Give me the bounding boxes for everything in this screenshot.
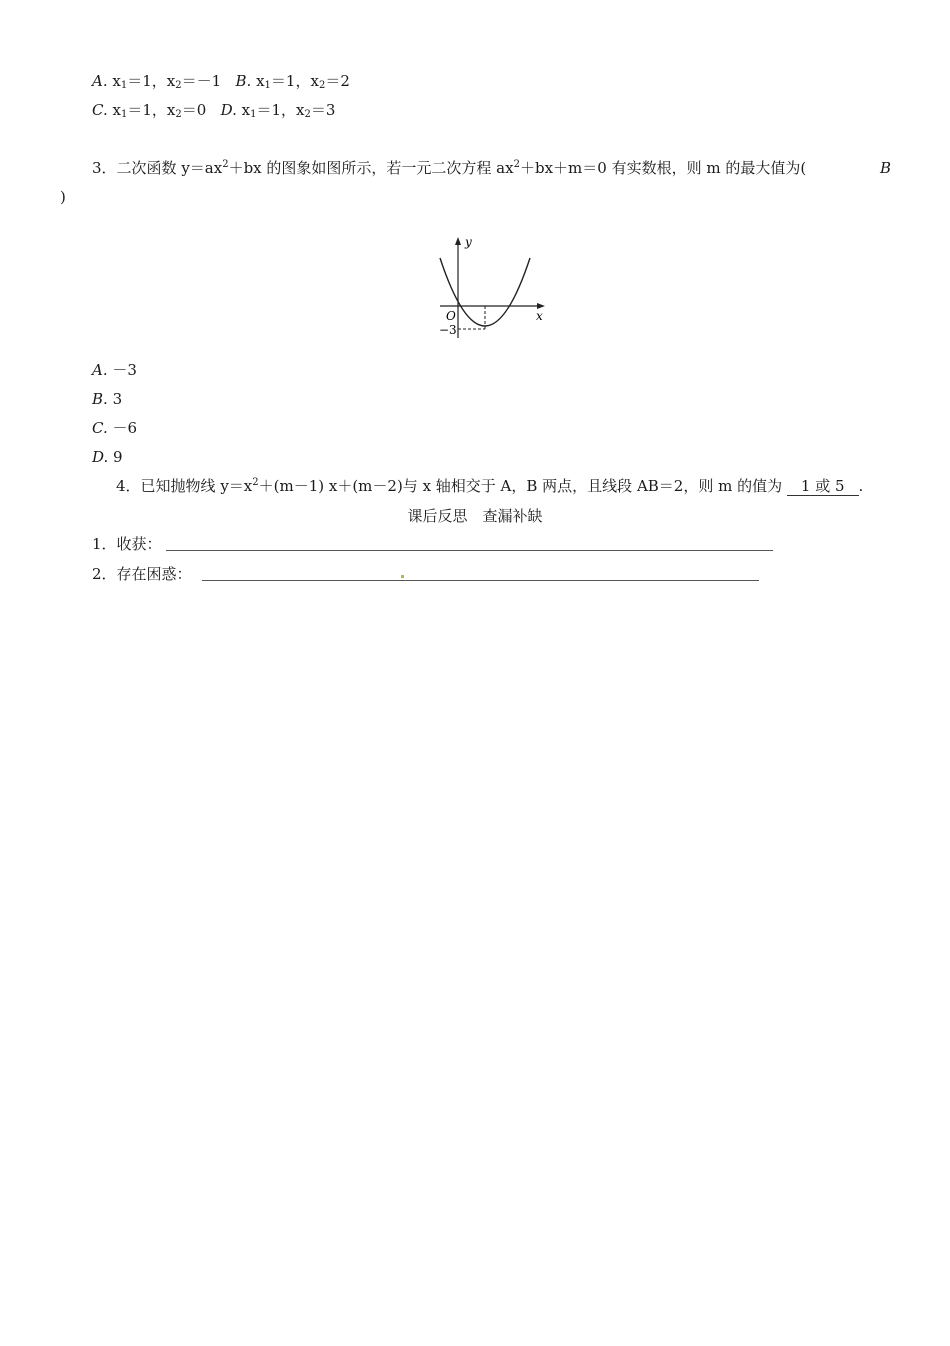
reflection-item-doubts-label: 2．存在困惑： [92, 565, 192, 583]
q3-option-c-value: －6 [112, 419, 138, 437]
q4-answer: 1 或 5 [800, 477, 845, 495]
y-axis-label: y [465, 235, 472, 249]
q2-option-c-x1: 1 [142, 101, 152, 119]
q4-text-part-2: ＋(m－1) x＋(m－2)与 x 轴相交于 A，B 两点，且线段 AB＝2，则 m 的值为 [258, 477, 783, 495]
q3-text-part-3: ＋bx＋m＝0 有实数根，则 m 的最大值为( [519, 159, 807, 177]
q3-parabola-graph [430, 228, 560, 348]
q3-text-part-1: 二次函数 y＝ax [116, 159, 223, 177]
q3-option-d-value: 9 [113, 448, 123, 466]
q3-option-a-value: －3 [112, 361, 137, 379]
q2-option-d-letter: D. [220, 101, 237, 119]
q4-answer-blank [787, 477, 859, 496]
q4-number: 4． [116, 477, 141, 495]
q3-option-a-letter: A. [92, 361, 108, 379]
q2-option-a-x1: 1 [142, 72, 152, 90]
q2-option-c-x2: 0 [196, 101, 207, 119]
y-axis-arrow [455, 237, 461, 245]
q2-options-row-2: C. $x_1=1$，$x_2=0$ D. $x_1=1$，$x_2=3$ [92, 101, 336, 120]
q3-stem: 3．二次函数 $y=ax^2+bx$ 的图象如图所示，若一元二次方程 $ax^2+bx+m=0$ 有实数根，则 m 的最大值为( [92, 159, 807, 177]
q3-option-d-letter: D. [92, 448, 109, 466]
q3-option-c-letter: C. [92, 419, 108, 437]
q2-option-b-x1: 1 [285, 72, 296, 90]
q3-text-part-2: ＋bx 的图象如图所示，若一元二次方程 ax [228, 159, 514, 177]
q3-answer: B [880, 159, 892, 177]
x-axis-label: x [536, 309, 543, 323]
q2-option-a-x2: －1 [196, 72, 222, 90]
q2-option-c-letter: C. [92, 101, 108, 119]
q2-option-d-x2: 3 [325, 101, 336, 119]
reflection-item-gains-label: 1．收获： [92, 535, 162, 553]
q3-option-b-value: 3 [112, 390, 123, 408]
q2-option-b-letter: B. [235, 72, 252, 90]
origin-label: O [446, 309, 456, 323]
q2-options-row-1: A. $x_1=1$，$x_2=-1$ B. $x_1=1$，$x_2=2$ [92, 72, 350, 91]
q3-close-paren: ) [60, 188, 66, 206]
reflection-doubts-blank-line [202, 580, 759, 581]
reflection-gains-blank-line [166, 550, 773, 551]
reflection-title: 课后反思 查漏补缺 [407, 507, 543, 525]
minimum-value-label: −3 [439, 323, 457, 337]
q3-option-c [92, 418, 137, 438]
q3-option-b-letter: B. [92, 390, 108, 408]
q4-period: . [858, 477, 864, 495]
stray-mark [401, 575, 404, 578]
q3-option-d [92, 447, 123, 467]
q3-number: 3． [92, 159, 117, 177]
q2-option-a-letter: A. [92, 72, 108, 90]
q3-option-b [92, 389, 122, 409]
q2-option-b-x2: 2 [340, 72, 350, 90]
q2-option-d-x1: 1 [271, 101, 282, 119]
q4-text-part-1: 已知抛物线 y＝x [140, 477, 253, 495]
q3-option-a [92, 360, 137, 380]
q4-stem: 4．已知抛物线 $y=x^2+(m-1)$ x＋(m－2)与 x 轴相交于 A，B 两点，且线段 AB＝2，则 m 的值为 1 或 5 . [116, 477, 864, 495]
